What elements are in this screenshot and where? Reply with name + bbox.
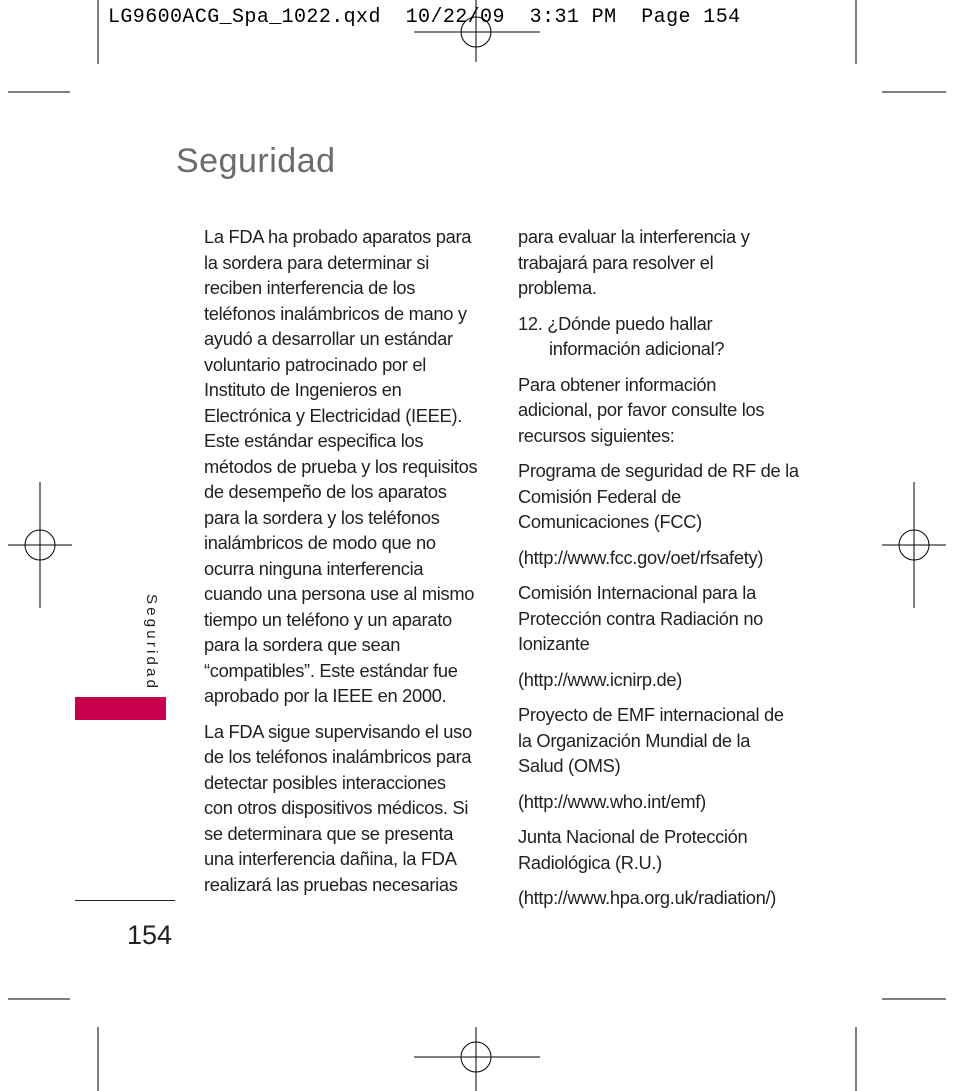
resource-name-fcc: Programa de seguridad de RF de la Comisión Federal de Comunicaciones (FCC) bbox=[518, 460, 799, 532]
side-tab-label: Seguridad bbox=[143, 594, 160, 692]
paragraph-lead: Para obtener información adicional, por favor consulte los recursos siguientes: bbox=[518, 373, 765, 446]
resource-name-icnirp: Comisión Internacional para la Protección contra Radiación no Ionizante bbox=[518, 582, 764, 654]
page-number: 154 bbox=[127, 920, 173, 950]
print-slug: LG9600ACG_Spa_1022.qxd 10/22/09 3:31 PM Page 154 bbox=[108, 6, 741, 29]
left-column bbox=[204, 224, 504, 907]
page-title: Seguridad bbox=[176, 142, 336, 180]
side-tab-bar bbox=[75, 697, 166, 720]
resource-url-who: (http://www.who.int/emf) bbox=[518, 790, 706, 812]
footer-rule bbox=[75, 900, 175, 901]
paragraph-fda-monitoring: La FDA sigue supervisando el uso de los teléfonos inalámbricos para detectar posibles interacciones con otros dispositivos médicos. Si se determinara que se presenta una interferencia dañina, la FDA realizará las pruebas necesarias bbox=[204, 720, 472, 895]
resource-name-who: Proyecto de EMF internacional de la Organización Mundial de la Salud (OMS) bbox=[518, 704, 784, 776]
resource-url-fcc: (http://www.fcc.gov/oet/rfsafety) bbox=[518, 546, 764, 568]
paragraph-hearing-aids: La FDA ha probado aparatos para la sordera para determinar si reciben interferencia de los teléfonos inalámbricos de mano y ayudó a desarrollar un estándar voluntario patrocinado por el Instituto de Ingenieros en Electrónica y Electricidad (IEEE). Este estándar especifica los métodos de prueba y los requisitos de desempeño de los aparatos para la sordera y los teléfonos inalámbricos de modo que no ocurra ninguna interferencia cuando una persona use al mismo tiempo un teléfono y un aparato para la sordera que sean “compatibles”. Este estándar fue aprobado por la IEEE en 2000. bbox=[204, 226, 478, 706]
right-column bbox=[518, 224, 818, 921]
question-heading: 12. ¿Dónde puedo hallar información adicional? bbox=[518, 312, 725, 359]
paragraph-continuation: para evaluar la interferencia y trabajará para resolver el problema. bbox=[518, 226, 750, 298]
resource-url-hpa: (http://www.hpa.org.uk/radiation/) bbox=[518, 887, 777, 908]
resource-name-hpa: Junta Nacional de Protección Radiológica (R.U.) bbox=[518, 826, 748, 873]
resource-url-icnirp: (http://www.icnirp.de) bbox=[518, 668, 683, 690]
